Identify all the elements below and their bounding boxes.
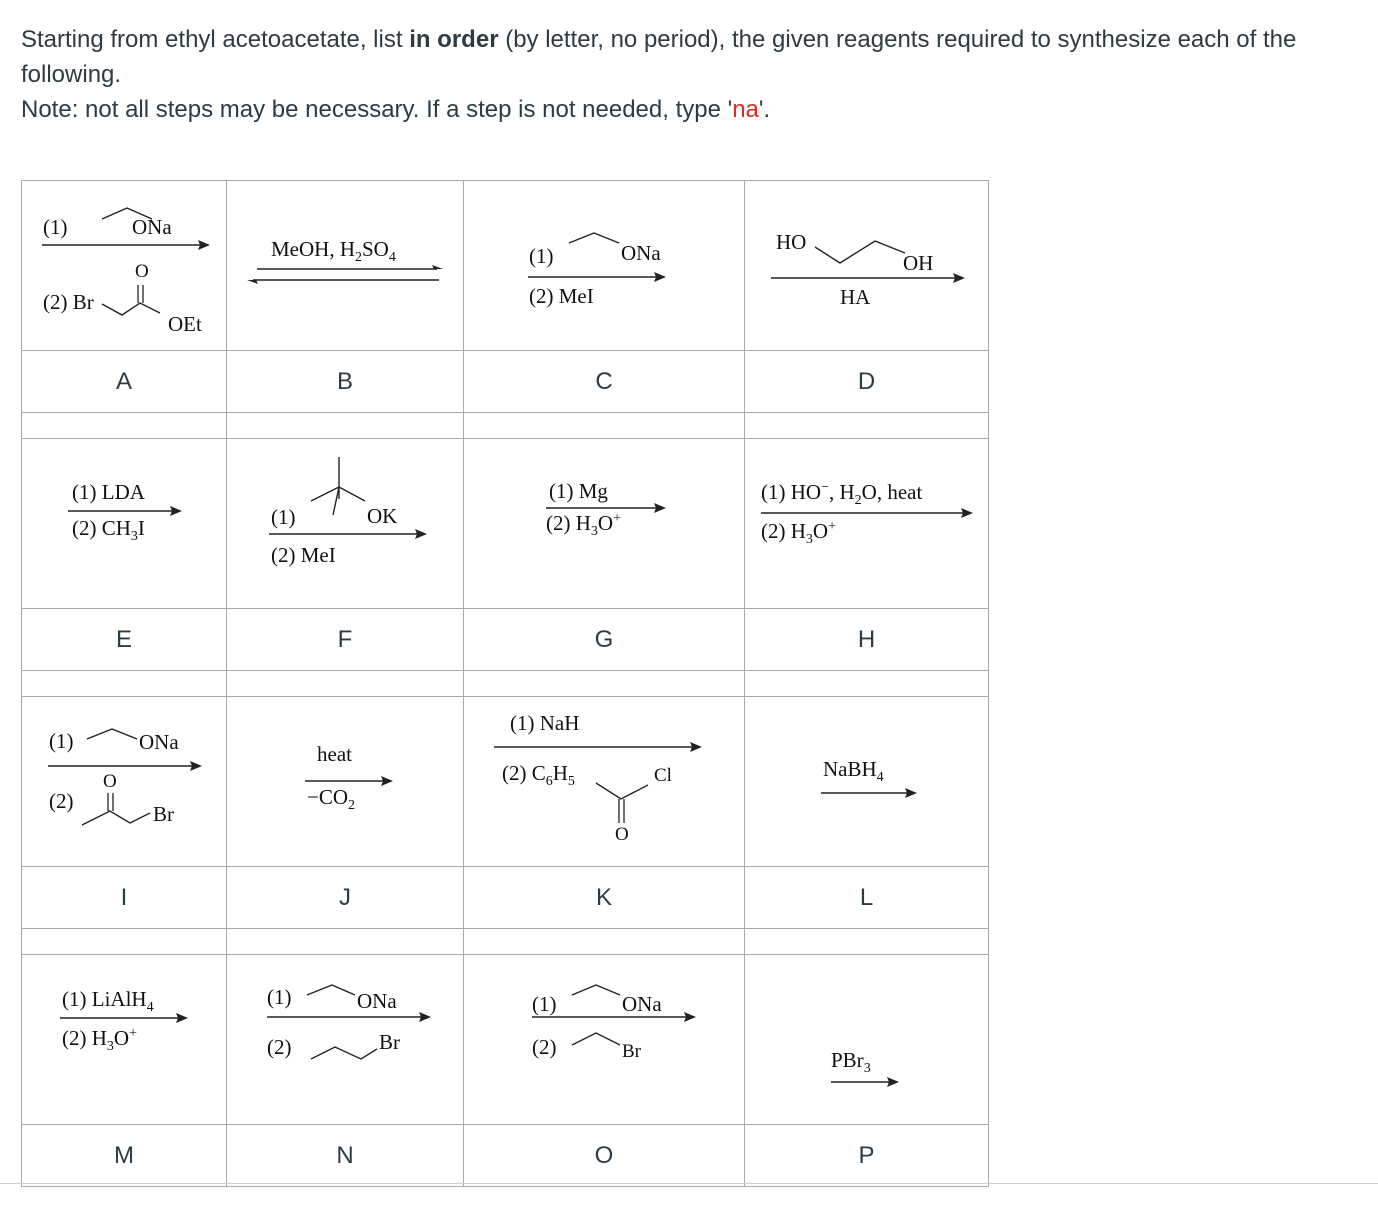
structure-f (227, 439, 464, 608)
step-2-label: (2) MeI (529, 284, 594, 308)
reagent-row-2 (22, 439, 989, 609)
reagent-cell-g (464, 439, 745, 609)
step-2-label: (2) $H_3O^+$ (761, 519, 836, 548)
reagent-row-1 (22, 181, 989, 351)
reagent-row-4 (22, 955, 989, 1125)
oh-label: OH (903, 251, 934, 275)
step-2-label: (2) $H_3O^+$ (546, 511, 621, 540)
spacer-row (22, 671, 989, 697)
reagent-cell-d (745, 181, 989, 351)
decarboxylation-label: $-CO_2$ (307, 785, 356, 814)
answer-label-l: L (745, 867, 989, 929)
step-2-label: (2) $C_6H_5$ (502, 761, 575, 790)
step-2-label: (2) MeI (271, 543, 336, 567)
ok-label: OK (367, 504, 398, 528)
question-note (21, 92, 1361, 127)
reagent-cell-c (464, 181, 745, 351)
label-row-1 (22, 351, 989, 413)
step-2-label: (2) $CH_3I$ (72, 516, 145, 545)
reagent-cell-o (464, 955, 745, 1125)
step-1-label: (1) (271, 505, 296, 529)
answer-label-p: P (745, 1125, 989, 1187)
structure-n (227, 955, 464, 1124)
answer-label-k: K (464, 867, 745, 929)
ona-label: ONa (622, 992, 662, 1016)
reagent-cell-h (745, 439, 989, 609)
step-2-label: (2) (532, 1035, 557, 1059)
ona-label: ONa (139, 730, 179, 754)
step-1-label: (1) (43, 215, 68, 239)
answer-label-h: H (745, 609, 989, 671)
label-row-3 (22, 867, 989, 929)
reagent-cell-e (22, 439, 227, 609)
reagent-cell-f (227, 439, 464, 609)
structure-o (464, 955, 745, 1124)
reagent-table (21, 180, 989, 1187)
question-line-1 (21, 22, 1361, 92)
arrow (227, 697, 464, 866)
step-1-label: (1) LDA (72, 480, 145, 504)
sodium-borohydride-label: NaBH$_4$ (823, 757, 884, 786)
br-label: Br (622, 1041, 641, 1062)
question-text-part: Starting from ethyl acetoacetate, list (21, 26, 410, 53)
answer-label-n: N (227, 1125, 464, 1187)
question-bold-text: in order (409, 26, 499, 53)
structure-d (745, 181, 989, 350)
label-row-4 (22, 1125, 989, 1187)
answer-label-j: J (227, 867, 464, 929)
ona-label: ONa (621, 241, 661, 265)
question-text (21, 22, 1361, 127)
answer-label-g: G (464, 609, 745, 671)
arrow (745, 955, 989, 1124)
reagent-cell-i (22, 697, 227, 867)
spacer-row (22, 929, 989, 955)
step-1-label: (1) LiAlH$_4$ (62, 987, 154, 1016)
answer-label-b: B (227, 351, 464, 413)
step-1-label: (1) Mg (549, 479, 608, 503)
cl-label: Cl (654, 765, 672, 786)
reagent-cell-n (227, 955, 464, 1125)
step-1-label: (1) (267, 985, 292, 1009)
step-1-label: (1) (529, 244, 554, 268)
answer-label-c: C (464, 351, 745, 413)
label-row-2 (22, 609, 989, 671)
answer-label-m: M (22, 1125, 227, 1187)
answer-label-i: I (22, 867, 227, 929)
step-1-label: (1) (49, 729, 74, 753)
structure-i (22, 697, 227, 866)
step-1-label: (1) (532, 992, 557, 1016)
oet-label: OEt (168, 312, 202, 336)
divider (0, 1183, 1378, 1184)
step-1-label: (1) HO−, $H_2O$, heat (761, 480, 923, 509)
carbonyl-o-label: O (615, 824, 629, 845)
heat-label: heat (317, 742, 352, 766)
answer-label-o: O (464, 1125, 745, 1187)
note-text-part: Note: not all steps may be necessary. If a step is not needed, type ' (21, 96, 733, 123)
reagent-cell-b (227, 181, 464, 351)
reagent-cell-j (227, 697, 464, 867)
step-2-label: (2) Br (43, 290, 94, 314)
spacer-row (22, 413, 989, 439)
ona-label: ONa (357, 989, 397, 1013)
step-2-label: (2) $H_3O^+$ (62, 1026, 137, 1055)
reagent-cell-a (22, 181, 227, 351)
reagent-cell-p (745, 955, 989, 1125)
structure-c (464, 181, 745, 350)
step-2-label: (2) (267, 1035, 292, 1059)
ona-label: ONa (132, 215, 172, 239)
answer-label-a: A (22, 351, 227, 413)
reagent-cell-l (745, 697, 989, 867)
question-text-part: (by letter, no period), the given reagents required to synthesize each of the following. (21, 26, 1297, 88)
note-text-part: '. (758, 96, 771, 123)
br-label: Br (379, 1030, 400, 1054)
answer-label-d: D (745, 351, 989, 413)
na-highlight: na (732, 96, 759, 123)
phosphorus-tribromide-label: PBr$_3$ (831, 1048, 871, 1077)
ho-label: HO (776, 230, 807, 254)
step-2-label: (2) (49, 789, 74, 813)
methanol-sulfuric-acid: MeOH, $H_2SO_4$ (271, 237, 396, 266)
answer-label-e: E (22, 609, 227, 671)
answer-label-f: F (227, 609, 464, 671)
br-label: Br (153, 802, 174, 826)
acid-catalyst-label: HA (840, 285, 871, 309)
step-1-label: (1) NaH (510, 711, 580, 735)
reagent-cell-m (22, 955, 227, 1125)
carbonyl-o-label: O (135, 261, 149, 282)
reagent-cell-k (464, 697, 745, 867)
carbonyl-o-label: O (103, 771, 117, 792)
reagent-row-3 (22, 697, 989, 867)
